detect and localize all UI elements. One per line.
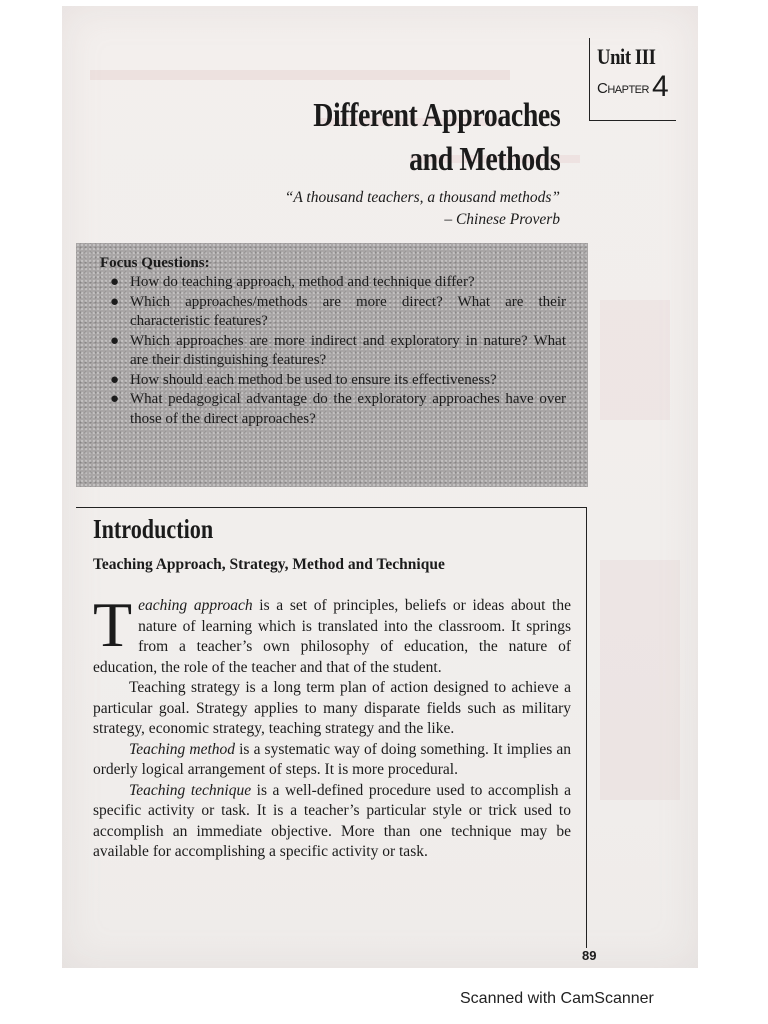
epigraph-quote: “A thousand teachers, a thousand methods” (284, 189, 560, 206)
paragraph-teaching-technique (93, 781, 571, 863)
focus-question-text: How do teaching approach, method and technique differ? (130, 274, 475, 290)
term-teaching-approach: eaching approach (138, 597, 253, 614)
focus-questions-title: Focus Questions: (100, 255, 210, 271)
paragraph-teaching-approach (93, 589, 571, 678)
chapter-number: 4 (652, 70, 669, 103)
focus-question-text: Which approaches/methods are more direct? What are their characteristic features? (130, 293, 566, 329)
term-teaching-method: Teaching method (129, 740, 236, 758)
paragraph-teaching-strategy: Teaching strategy is a long term plan of action designed to achieve a particular goal. Strategy applies to many disparate fields such as military strategy, economic strategy, teaching strategy and the like. (93, 679, 571, 737)
focus-question-item (106, 332, 566, 371)
focus-question-item (106, 371, 566, 391)
bullet-icon: ● (110, 371, 120, 388)
focus-questions-list (106, 273, 566, 429)
bullet-icon: ● (110, 332, 120, 349)
focus-question-text: Which approaches are more indirect and exploratory in nature? What are their distinguishing features? (130, 332, 566, 368)
bullet-icon: ● (110, 274, 120, 290)
term-teaching-technique: Teaching technique (129, 781, 252, 799)
introduction-body (93, 589, 571, 863)
introduction-heading: Introduction (93, 514, 214, 544)
introduction-subheading: Teaching Approach, Strategy, Method and Technique (93, 556, 445, 573)
paragraph-text: is a well-defined procedure used to accomplish a specific activity or task. It is a teacher’s particular style or trick used to accomplish an immediate objective. More than one technique may be available for accomplishing a specific activity or task. (93, 781, 571, 860)
paragraph-text: is a systematic way of doing something. It implies an orderly logical arrangement of steps. It is more procedural. (93, 740, 571, 778)
chapter-title (313, 94, 560, 182)
focus-question-item (106, 273, 566, 293)
unit-label: Unit III (597, 44, 656, 69)
chapter-title-line-1: Different Approaches (312, 97, 560, 134)
focus-question-text: What pedagogical advantage do the exploratory approaches have over those of the direct approaches? (130, 391, 566, 427)
chapter-label: Chapter (597, 80, 649, 97)
paragraph-teaching-method (93, 740, 571, 781)
bullet-icon: ● (110, 293, 120, 310)
focus-questions-box (76, 243, 588, 487)
bullet-icon: ● (110, 391, 120, 407)
focus-question-item (106, 390, 566, 429)
epigraph-attribution: – Chinese Proverb (444, 211, 560, 228)
drop-cap: T (93, 589, 133, 660)
scanner-watermark: Scanned with CamScanner (460, 990, 654, 1007)
page-number: 89 (582, 948, 597, 963)
epigraph (285, 187, 560, 231)
focus-question-text: How should each method be used to ensure its effectiveness? (130, 371, 497, 388)
chapter-title-line-2: and Methods (408, 141, 560, 178)
paragraph-text: is a set of principles, beliefs or ideas about the nature of learning which is translated into the classroom. It springs from a teacher’s own philosophy of education, the nature of education, the role of the teacher and that of the student. (93, 597, 571, 676)
focus-question-item (106, 293, 566, 332)
